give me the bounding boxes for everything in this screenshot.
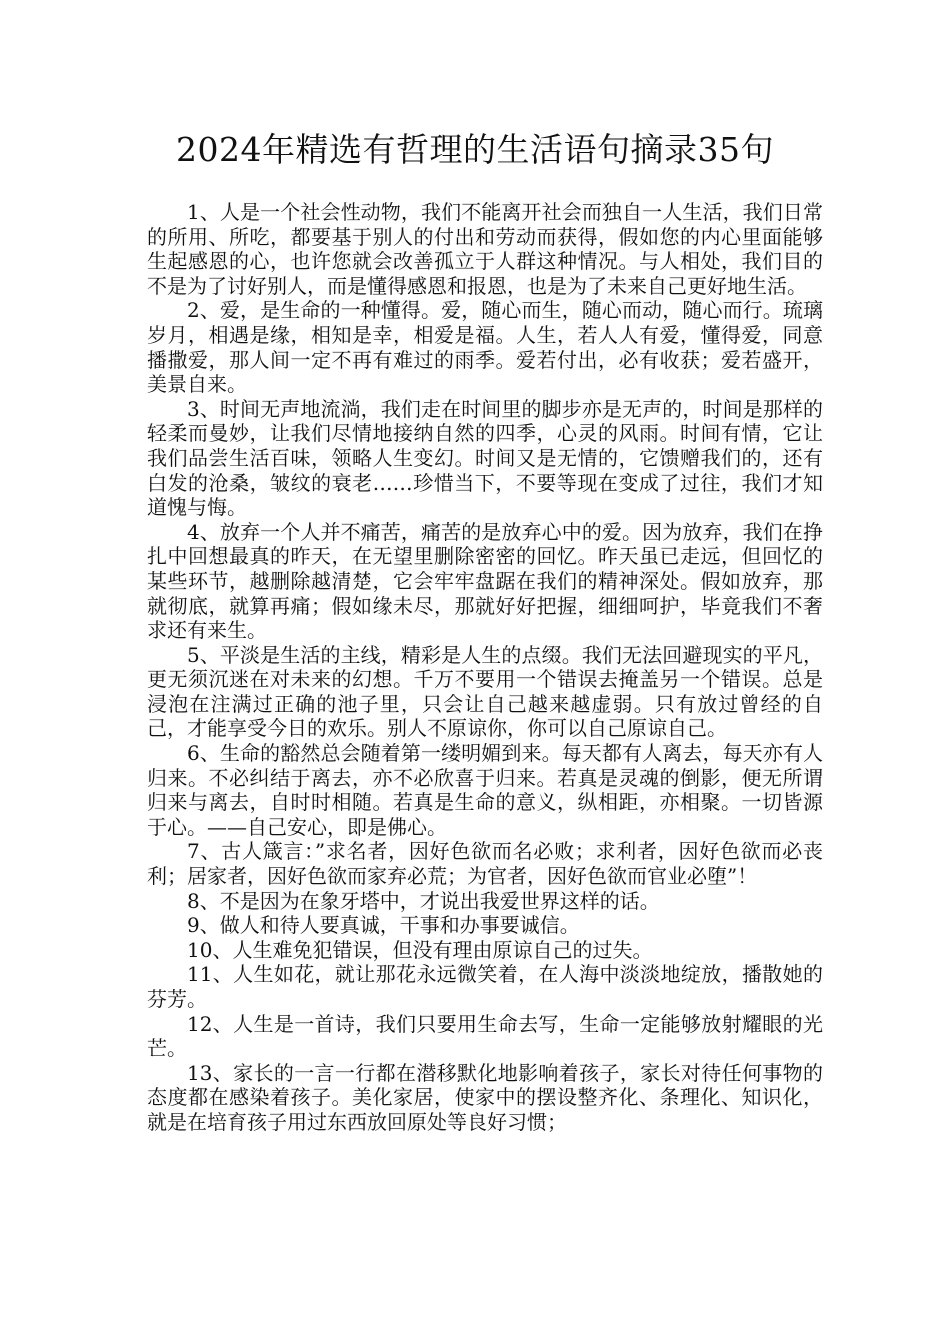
paragraph-2: 2、爱，是生命的一种懂得。爱，随心而生，随心而动，随心而行。琉璃岁月，相遇是缘，相知是幸，相爱是福。人生，若人人有爱，懂得爱，同意播撒爱，那人间一定不再有难过的雨季。爱若付出，必有收获；爱若盛开，美景自来。 (147, 298, 823, 397)
paragraph-1: 1、人是一个社会性动物，我们不能离开社会而独自一人生活，我们日常的所用、所吃，都要基于别人的付出和劳动而获得，假如您的内心里面能够生起感恩的心，也许您就会改善孤立于人群这种情况。与人相处，我们目的不是为了讨好别人，而是懂得感恩和报恩，也是为了未来自己更好地生活。 (147, 200, 823, 298)
paragraph-5: 5、平淡是生活的主线，精彩是人生的点缀。我们无法回避现实的平凡，更无须沉迷在对未来的幻想。千万不要用一个错误去掩盖另一个错误。总是浸泡在注满过正确的池子里，只会让自己越来越虚弱。只有放过曾经的自己，才能享受今日的欢乐。别人不原谅你，你可以自己原谅自己。 (147, 642, 823, 741)
paragraph-13: 13、家长的一言一行都在潜移默化地影响着孩子，家长对待任何事物的态度都在感染着孩子。美化家居，使家中的摆设整齐化、条理化、知识化，就是在培育孩子用过东西放回原处等良好习惯； (147, 1060, 823, 1134)
paragraph-7: 7、古人箴言：”求名者，因好色欲而名必败；求利者，因好色欲而必丧利；居家者，因好色欲而家弃必荒；为官者，因好色欲而官业必堕”！ (147, 839, 823, 889)
paragraph-12: 12、人生是一首诗，我们只要用生命去写，生命一定能够放射耀眼的光芒。 (147, 1011, 823, 1061)
paragraph-3: 3、时间无声地流淌，我们走在时间里的脚步亦是无声的，时间是那样的轻柔而曼妙，让我们尽情地接纳自然的四季，心灵的风雨。时间有情，它让我们品尝生活百味，领略人生变幻。时间又是无情的，它馈赠我们的，还有白发的沧桑，皱纹的衰老……珍惜当下，不要等现在变成了过往，我们才知道愧与悔。 (147, 396, 823, 520)
document-body (147, 200, 823, 1135)
paragraph-8: 8、不是因为在象牙塔中，才说出我爱世界这样的话。 (187, 888, 660, 913)
paragraph-6: 6、生命的豁然总会随着第一缕明媚到来。每天都有人离去，每天亦有人归来。不必纠结于离去，亦不必欣喜于归来。若真是灵魂的倒影，便无所谓归来与离去，自时时相随。若真是生命的意义，纵相距，亦相聚。一切皆源于心。——自己安心，即是佛心。 (147, 741, 823, 839)
document-title: 2024年精选有哲理的生活语句摘录35句 (176, 130, 774, 169)
paragraph-11: 11、人生如花，就让那花永远微笑着，在人海中淡淡地绽放，播散她的芬芳。 (147, 962, 823, 1011)
paragraph-10: 10、人生难免犯错误，但没有理由原谅自己的过失。 (187, 937, 653, 962)
paragraph-9: 9、做人和待人要真诚，干事和办事要诚信。 (187, 913, 580, 938)
paragraph-4: 4、放弃一个人并不痛苦，痛苦的是放弃心中的爱。因为放弃，我们在挣扎中回想最真的昨天，在无望里删除密密的回忆。昨天虽已走远，但回忆的某些环节，越删除越清楚，它会牢牢盘踞在我们的精神深处。假如放弃，那就彻底，就算再痛；假如缘未尽，那就好好把握，细细呵护，毕竟我们不奢求还有来生。 (147, 519, 823, 643)
